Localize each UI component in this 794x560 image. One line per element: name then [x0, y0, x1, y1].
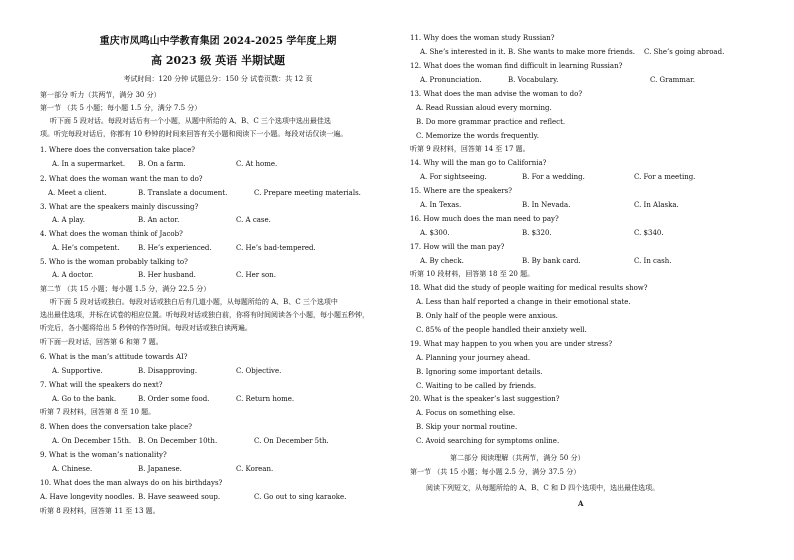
option-a: A. A play.	[52, 216, 85, 224]
question-stem: 10. What does the man always do on his birthdays?	[40, 479, 223, 487]
option-c: C. Prepare meeting materials.	[254, 189, 361, 197]
option-b: B. Only half of the people were anxious.	[416, 312, 558, 320]
question-stem: 18. What did the study of people waiting for medical results show?	[410, 284, 648, 292]
option-c: C. On December 5th.	[254, 437, 329, 445]
option-b: B. In Nevada.	[522, 201, 571, 209]
question-stem: 7. What will the speakers do next?	[40, 381, 163, 389]
option-c: C. He’s bad-tempered.	[236, 244, 316, 252]
group-instruction: 听第 8 段材料，回答第 11 至 13 题。	[40, 507, 160, 515]
option-b: B. He’s experienced.	[138, 244, 212, 252]
option-a: A. In Texas.	[420, 201, 462, 209]
question-stem: 15. Where are the speakers?	[410, 187, 512, 195]
question-stem: 11. Why does the woman study Russian?	[410, 34, 555, 42]
question-stem: 4. What does the woman think of Jacob?	[40, 230, 183, 238]
passage-label: A	[578, 499, 584, 508]
option-b: B. Do more grammar practice and reflect.	[416, 118, 566, 126]
option-b: B. She wants to make more friends.	[508, 48, 635, 56]
option-c: C. Waiting to be called by friends.	[416, 382, 537, 390]
option-a: A. He’s competent.	[52, 244, 120, 252]
option-c: C. A case.	[236, 216, 271, 224]
option-c: C. In cash.	[634, 257, 672, 265]
question-stem: 17. How will the man pay?	[410, 243, 505, 251]
question-stem: 12. What does the woman find difficult in learning Russian?	[410, 62, 623, 70]
group-instruction: 听第 9 段材料，回答第 14 至 17 题。	[410, 145, 530, 153]
question-stem: 14. Why will the man go to California?	[410, 159, 547, 167]
question-stem: 20. What is the speaker’s last suggestion?	[410, 395, 560, 403]
option-a: A. A doctor.	[52, 271, 94, 279]
question-stem: 16. How much does the man need to pay?	[410, 215, 559, 223]
option-c: C. For a meeting.	[634, 173, 696, 181]
sec2-instruction: 听下面 5 段对话或独白。每段对话或独白后有几道小题，从每题所给的 A、B、C 三个选项中	[50, 298, 338, 306]
question-stem: 19. What may happen to you when you are under stress?	[410, 340, 613, 348]
option-c: C. Go out to sing karaoke.	[254, 493, 347, 501]
part1-heading: 第一部分 听力（共两节，满分 30 分）	[40, 91, 161, 99]
sec2-instruction-cont: 选出最佳选项，并标在试卷的相应位置。听每段对话或独白前，你将有时间阅读各个小题，每小题五秒钟，	[40, 311, 369, 319]
sec1-instruction-cont: 项。听完每段对话后，你都有 10 秒钟的时间来回答有关小题和阅读下一小题。每段对话仅读一遍。	[40, 130, 348, 138]
exam-title: 重庆市凤鸣山中学教育集团 2024-2025 学年度上期	[99, 36, 337, 47]
exam-meta: 考试时间：120 分钟 试题总分：150 分 试卷页数：共 12 页	[123, 75, 313, 83]
option-c: C. 85% of the people handled their anxiety well.	[416, 326, 587, 334]
group-instruction: 听第 7 段材料，回答第 8 至 10 题。	[40, 408, 156, 416]
option-a: A. Read Russian aloud every morning.	[416, 104, 552, 112]
option-a: A. Planning your journey ahead.	[416, 354, 531, 362]
option-a: A. She’s interested in it.	[420, 48, 506, 56]
option-a: A. Chinese.	[52, 465, 93, 473]
sec1-instruction: 听下面 5 段对话。每段对话后有一个小题，从题中所给的 A、B、C 三个选项中选出最佳选	[50, 117, 331, 125]
option-c: C. She’s going abroad.	[644, 48, 725, 56]
option-c: C. Objective.	[236, 367, 282, 375]
option-a: A. Meet a client.	[48, 189, 107, 197]
option-b: B. On a farm.	[138, 160, 186, 168]
question-stem: 13. What does the man advise the woman to do?	[410, 90, 583, 98]
question-stem: 8. When does the conversation take place?	[40, 423, 192, 431]
part2-instruction: 阅读下列短文，从每题所给的 A、B、C 和 D 四个选项中，选出最佳选项。	[426, 484, 660, 492]
option-b: B. $320.	[522, 229, 552, 237]
option-b: B. On December 10th.	[138, 437, 218, 445]
option-b: B. Translate a document.	[138, 189, 228, 197]
question-stem: 6. What is the man’s attitude towards AI?	[40, 353, 188, 361]
option-c: C. At home.	[236, 160, 278, 168]
option-a: A. Supportive.	[52, 367, 103, 375]
option-a: A. Pronunciation.	[420, 76, 482, 84]
option-a: A. By check.	[420, 257, 464, 265]
option-b: B. Ignoring some important details.	[416, 368, 543, 376]
option-c: C. $340.	[634, 229, 664, 237]
option-a: A. $300.	[420, 229, 450, 237]
option-b: B. Japanese.	[138, 465, 182, 473]
option-c: C. Avoid searching for symptoms online.	[416, 437, 560, 445]
question-stem: 3. What are the speakers mainly discussing?	[40, 203, 199, 211]
question-stem: 2. What does the woman want the man to do?	[40, 175, 203, 183]
exam-subtitle: 高 2023 级 英语 半期试题	[151, 54, 285, 67]
option-b: B. Order some food.	[138, 395, 210, 403]
option-c: C. Grammar.	[650, 76, 695, 84]
question-stem: 1. Where does the conversation take place?	[40, 146, 195, 154]
part2-heading: 第二部分 阅读理解（共两节，满分 50 分）	[450, 454, 585, 462]
option-a: A. Focus on something else.	[416, 409, 516, 417]
option-a: A. For sightseeing.	[420, 173, 487, 181]
option-c: C. Return home.	[236, 395, 295, 403]
option-c: C. Her son.	[236, 271, 276, 279]
option-a: A. In a supermarket.	[52, 160, 126, 168]
option-b: B. For a wedding.	[522, 173, 585, 181]
option-a: A. Have longevity noodles.	[40, 493, 135, 501]
option-b: B. Have seaweed soup.	[138, 493, 221, 501]
option-b: B. Her husband.	[138, 271, 196, 279]
question-stem: 9. What is the woman’s nationality?	[40, 451, 167, 459]
sec1-heading: 第一节 （共 5 小题；每小题 1.5 分，满分 7.5 分）	[40, 104, 202, 112]
sec2-instruction-cont2: 听完后，各小题将给出 5 秒钟的作答时间。每段对话或独白读两遍。	[40, 324, 252, 332]
option-b: B. An actor.	[138, 216, 180, 224]
option-c: C. In Alaska.	[634, 201, 679, 209]
group-instruction: 听第 10 段材料，回答第 18 至 20 题。	[410, 270, 535, 278]
option-c: C. Korean.	[236, 465, 274, 473]
option-c: C. Memorize the words frequently.	[416, 132, 539, 140]
option-b: B. Vocabulary.	[508, 76, 559, 84]
option-b: B. By bank card.	[522, 257, 581, 265]
option-b: B. Disapproving.	[138, 367, 198, 375]
part2-sec1-heading: 第一节 （共 15 小题；每小题 2.5 分，满分 37.5 分）	[410, 468, 581, 476]
group-instruction: 听下面一段对话，回答第 6 和第 7 题。	[40, 338, 163, 346]
sec2-heading: 第二节 （共 15 小题；每小题 1.5 分，满分 22.5 分）	[40, 285, 211, 293]
question-stem: 5. Who is the woman probably talking to?	[40, 258, 188, 266]
option-a: A. On December 15th.	[52, 437, 132, 445]
option-b: B. Skip your normal routine.	[416, 423, 518, 431]
option-a: A. Less than half reported a change in their emotional state.	[416, 298, 631, 306]
option-a: A. Go to the bank.	[52, 395, 117, 403]
